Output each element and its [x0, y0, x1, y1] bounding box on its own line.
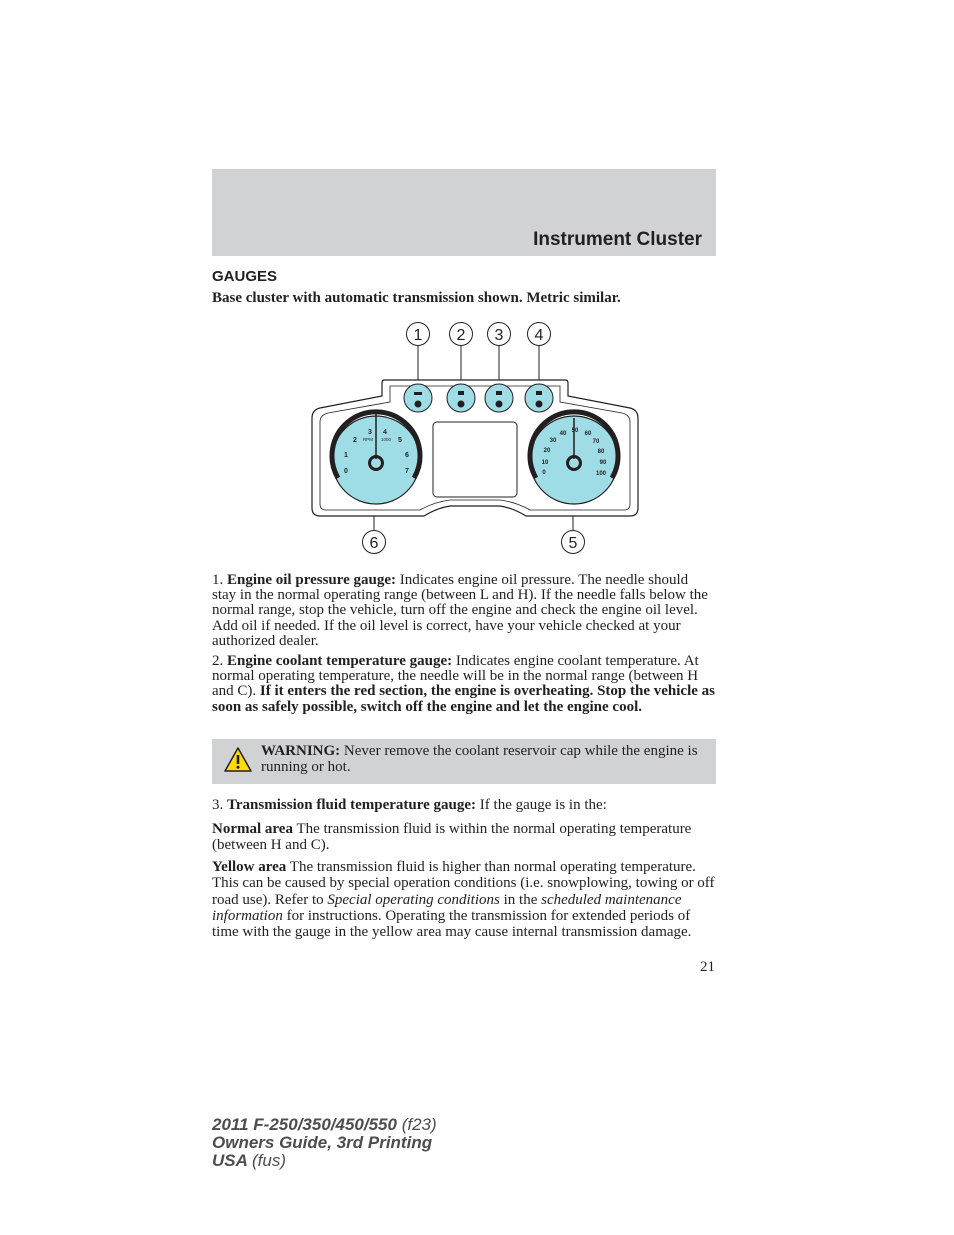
tach-tick-label: 1 [344, 452, 348, 459]
footer-market-code: (fus) [252, 1151, 286, 1170]
callout-label: 4 [534, 327, 544, 344]
page-number: 21 [700, 959, 715, 975]
message-center-display [433, 422, 517, 497]
tach-unit: RPM [363, 437, 373, 442]
figure-caption: Base cluster with automatic transmission shown. Metric similar. [212, 290, 621, 306]
speed-tick-label: 0 [542, 470, 546, 476]
coolant-temperature-gauge [447, 384, 475, 412]
speed-tick-label: 30 [549, 438, 557, 444]
callout-label: 2 [456, 327, 466, 344]
yellow-area-text: for instructions. Operating the transmission for extended periods of time with the gauge in the yellow area may cause internal transmission damage. [212, 907, 692, 941]
item-coolant-temperature [212, 654, 716, 715]
instrument-cluster-figure [300, 318, 650, 562]
normal-area-paragraph [212, 821, 716, 853]
yellow-area-paragraph [212, 859, 716, 940]
yellow-area-label: Yellow area [212, 859, 287, 875]
item-text: Indicates engine oil pressure. The needle should stay in the normal operating range (between L and H). If the needle falls below the normal range, stop the vehicle, turn off the engine and check the engine oil level. Add oil if needed. If the oil level is correct, have your vehicle checked at your authorized dealer. [212, 572, 708, 649]
tach-tick-label: 5 [398, 437, 402, 444]
callout-label: 3 [494, 327, 504, 344]
item-label: Transmission fluid temperature gauge: [227, 797, 477, 813]
footer-line-3 [212, 1152, 437, 1170]
speed-tick-label: 70 [592, 439, 600, 445]
oil-pressure-gauge [404, 384, 432, 412]
speed-tick-label: 90 [599, 460, 607, 466]
footer-line-1 [212, 1116, 437, 1134]
fuel-gauge [525, 384, 553, 412]
speed-tick-label: 40 [559, 431, 567, 437]
section-heading: GAUGES [212, 268, 278, 285]
tach-tick-label: 2 [353, 437, 357, 444]
warning-label: WARNING: [261, 743, 341, 759]
item-transmission-temperature [212, 798, 716, 813]
item-label: Engine coolant temperature gauge: [227, 653, 453, 669]
speed-tick-label: 100 [595, 471, 607, 477]
footer-code: (f23) [401, 1115, 437, 1134]
yellow-area-text: The transmission fluid is higher than normal operating temperature. This can be caused by special operation conditions (i.e. snowplowing, towing or off road use). Refer to [212, 859, 715, 908]
transmission-temperature-gauge [485, 384, 513, 412]
scheduled-maintenance-ref: scheduled maintenance information [212, 891, 682, 924]
speed-tick-label: 10 [541, 460, 549, 466]
footer [212, 1116, 437, 1170]
tach-tick-label: 4 [383, 429, 387, 436]
yellow-area-text: in the [503, 891, 538, 908]
tach-tick-label: 6 [405, 452, 409, 459]
warning-box [212, 739, 716, 784]
warning-triangle-icon [224, 746, 252, 774]
instrument-cluster-illustration [300, 318, 650, 562]
speed-tick-label: 50 [571, 428, 579, 434]
tach-multiplier: 1000 [380, 437, 392, 442]
callout-label: 1 [413, 327, 423, 344]
item-oil-pressure [212, 573, 716, 649]
item-text: Indicates engine coolant temperature. At normal operating temperature, the needle will be in the normal range (between H and C). [212, 653, 699, 700]
tach-tick-label: 7 [405, 468, 409, 475]
item-text: If the gauge is in the: [479, 797, 607, 813]
special-operating-conditions-ref: Special operating conditions [327, 891, 500, 908]
normal-area-label: Normal area [212, 821, 293, 837]
warning-message: Never remove the coolant reservoir cap while the engine is running or hot. [261, 743, 698, 775]
item-number: 1. [212, 572, 224, 588]
speed-tick-label: 80 [597, 449, 605, 455]
footer-line-2: Owners Guide, 3rd Printing [212, 1133, 433, 1152]
warning-text [261, 743, 709, 775]
footer-model: 2011 F-250/350/450/550 [212, 1115, 397, 1134]
tach-tick-label: 0 [344, 468, 348, 475]
callout-label: 5 [568, 535, 578, 552]
callout-label: 6 [369, 535, 379, 552]
footer-market: USA [212, 1151, 248, 1170]
item-bold-text: If it enters the red section, the engine is overheating. Stop the vehicle as soon as safely possible, switch off the engine and let the engine cool. [212, 683, 716, 715]
item-number: 3. [212, 797, 224, 813]
item-label: Engine oil pressure gauge: [227, 572, 397, 588]
speed-tick-label: 60 [584, 431, 592, 437]
header-bar [212, 169, 716, 256]
item-number: 2. [212, 653, 224, 669]
tach-tick-label: 3 [368, 429, 372, 436]
speed-tick-label: 20 [543, 448, 551, 454]
normal-area-text: The transmission fluid is within the normal operating temperature (between H and C). [212, 821, 692, 853]
page-title: Instrument Cluster [533, 229, 702, 250]
